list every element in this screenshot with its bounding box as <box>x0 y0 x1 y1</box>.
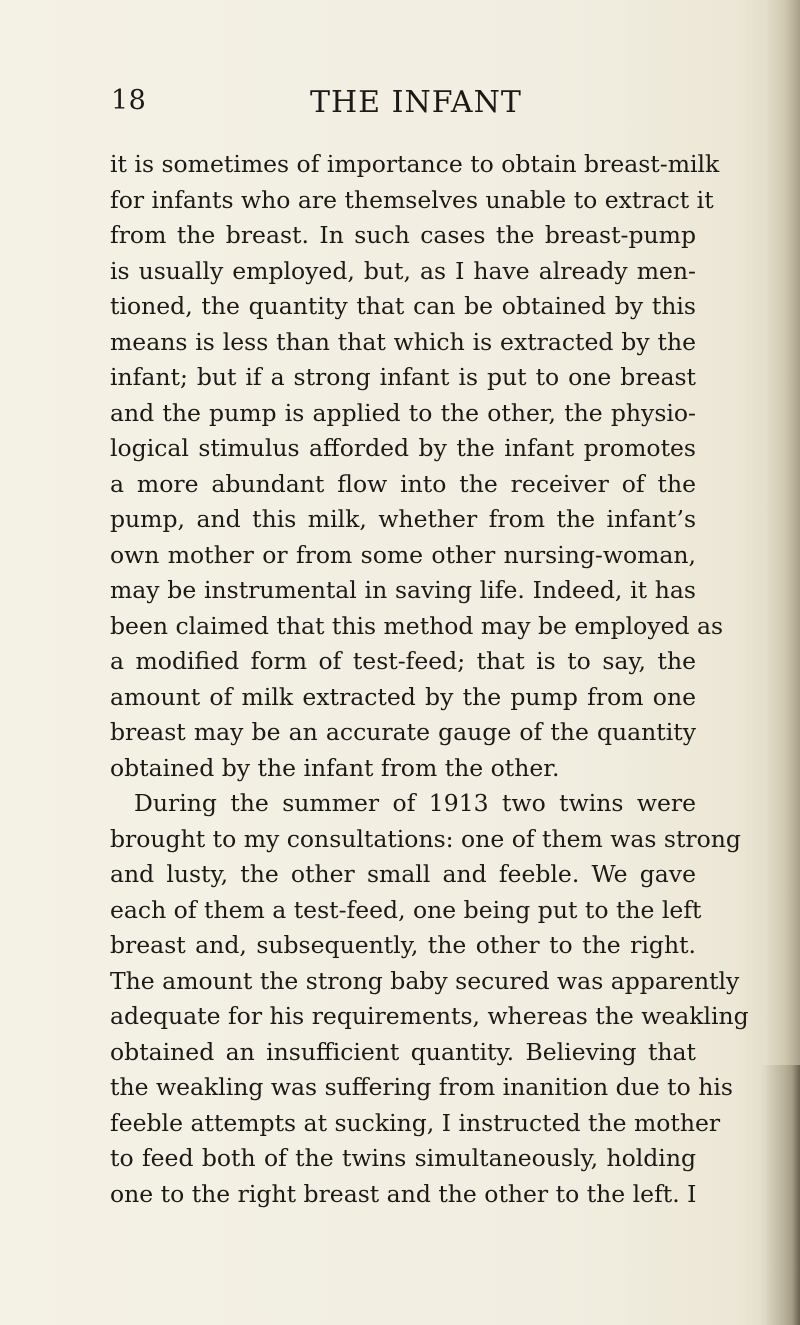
running-title: THE INFANT <box>310 85 522 120</box>
text-line: it is sometimes of importance to obtain breast-milk <box>110 150 720 178</box>
page-corner-shadow <box>760 1065 800 1325</box>
text-line: logical stimulus afforded by the infant promotes <box>110 434 696 462</box>
text-line: pump, and this milk, whether from the infant’s <box>110 505 696 533</box>
text-line: feeble attempts at sucking, I instructed the mother <box>110 1108 721 1137</box>
text-line: and lusty, the other small and feeble. We gave <box>110 860 696 888</box>
page-number: 18 <box>111 85 147 116</box>
text-line: obtained by the infant from the other. <box>110 753 560 782</box>
text-line: adequate for his requirements, whereas the weakling <box>110 1002 749 1030</box>
text-line: During the summer of 1913 two twins were <box>134 789 696 817</box>
running-head <box>0 85 800 125</box>
text-line: own mother or from some other nursing-woman, <box>110 540 696 569</box>
text-line: brought to my consultations: one of them was strong <box>110 824 741 853</box>
text-line: infant; but if a strong infant is put to one breast <box>110 363 696 391</box>
text-line: the weakling was suffering from inanition due to his <box>110 1073 733 1101</box>
text-line: a more abundant flow into the receiver of the <box>110 469 696 498</box>
text-line: breast may be an accurate gauge of the quantity <box>110 718 696 746</box>
text-line: breast and, subsequently, the other to the right. <box>110 931 696 959</box>
text-line: each of them a test-feed, one being put to the left <box>110 895 702 924</box>
text-line: tioned, the quantity that can be obtained by this <box>110 292 696 320</box>
text-line: been claimed that this method may be employed as <box>110 611 724 640</box>
text-line: means is less than that which is extracted by the <box>110 327 696 356</box>
text-line: for infants who are themselves unable to extract it <box>110 185 714 214</box>
text-line: to feed both of the twins simultaneously, holding <box>110 1144 696 1172</box>
text-line: obtained an insufficient quantity. Believing that <box>110 1037 696 1066</box>
text-line: The amount the strong baby secured was apparently <box>110 966 740 995</box>
text-line: one to the right breast and the other to the left. I <box>110 1179 697 1208</box>
text-line: a modified form of test-feed; that is to say, the <box>110 647 696 675</box>
text-line: and the pump is applied to the other, the physio- <box>110 398 696 427</box>
text-line: is usually employed, but, as I have already men- <box>110 256 696 285</box>
text-line: may be instrumental in saving life. Indeed, it has <box>110 576 696 604</box>
body-text <box>110 147 749 1212</box>
text-line: from the breast. In such cases the breast-pump <box>110 221 696 249</box>
text-line: amount of milk extracted by the pump from one <box>110 682 696 711</box>
